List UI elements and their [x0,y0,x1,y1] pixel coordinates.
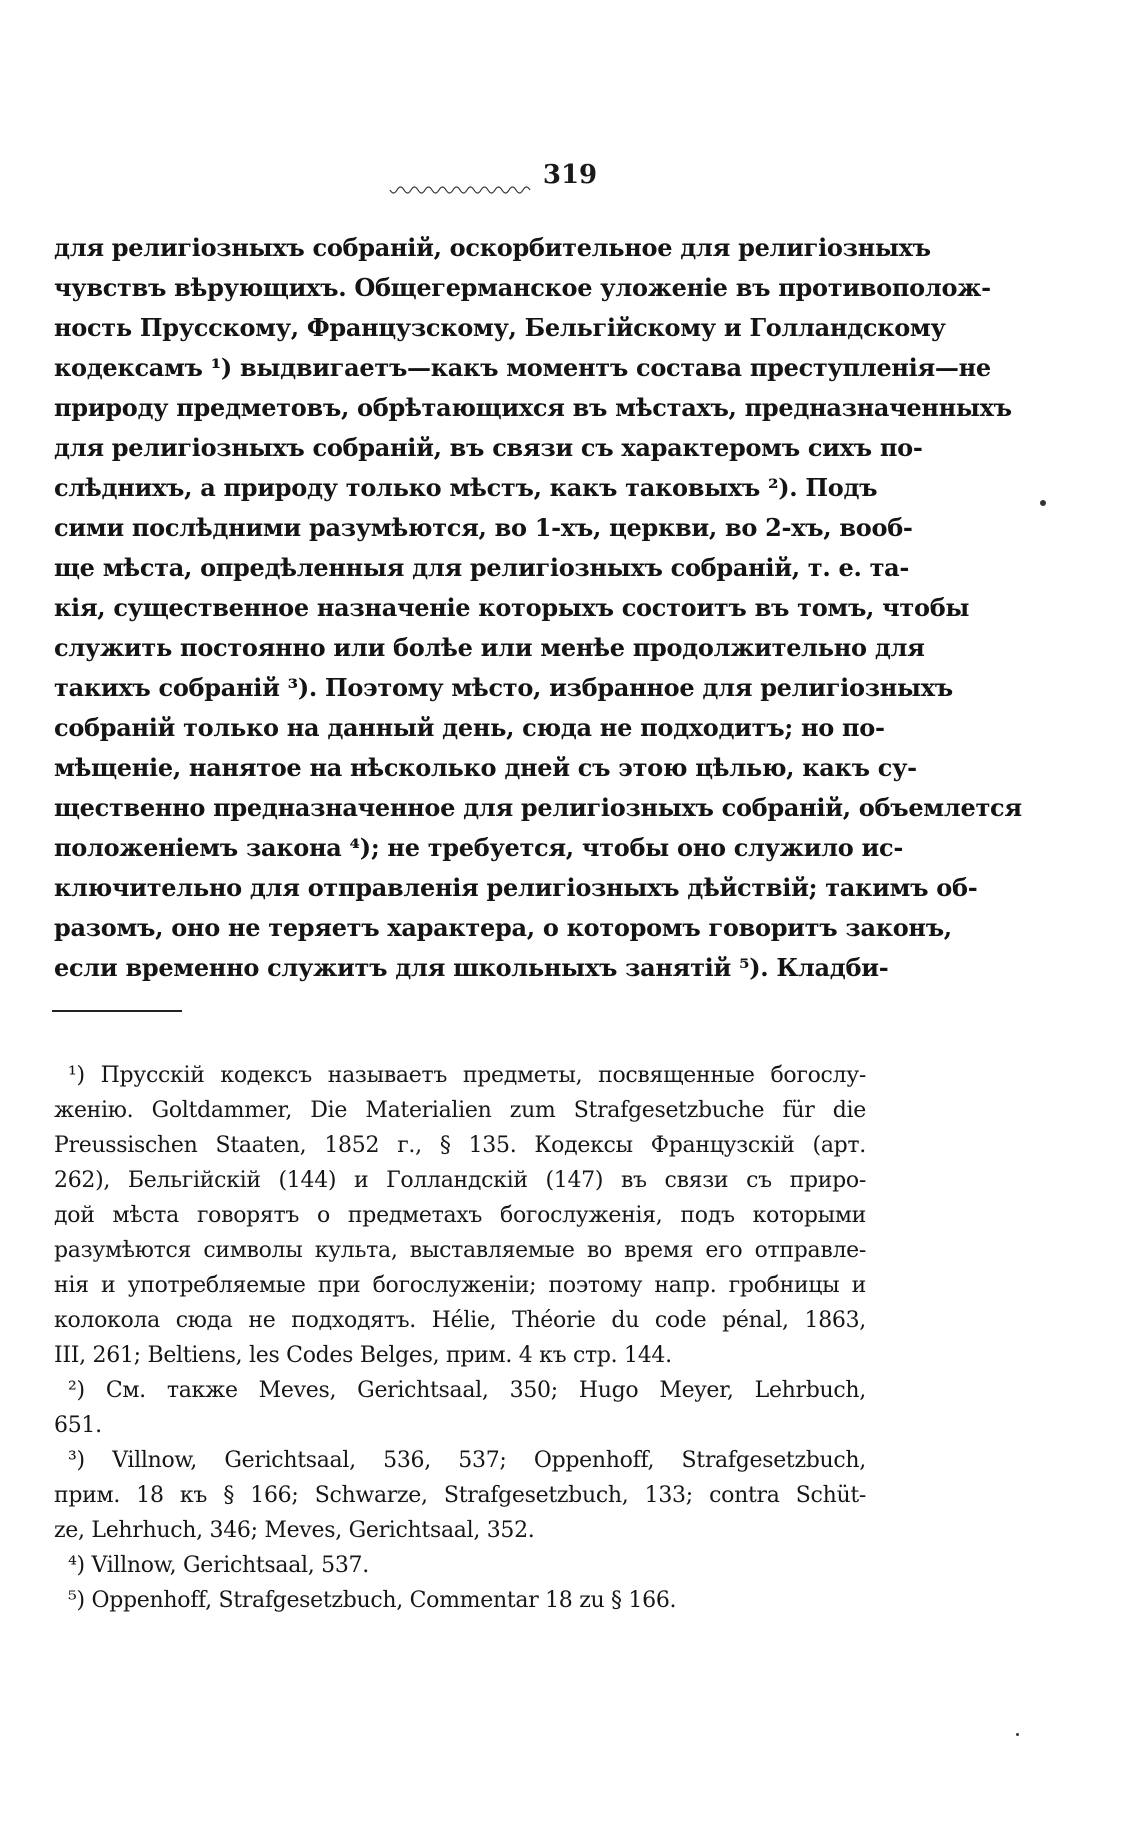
page-number: 319 [542,160,598,190]
main-text-line: чувствъ вѣрующихъ. Общегерманское уложеніе въ противополож- [54,273,991,302]
main-text-line: положеніемъ закона ⁴); не требуется, чтобы оно служило ис- [54,833,904,862]
footnote-line: женію. Goltdammer, Die Materialien zum Strafgesetzbuche für die [54,1098,866,1123]
footnote-line: разумѣются символы культа, выставляемые во время его отправле- [54,1238,866,1263]
footnote-line: прим. 18 къ § 166; Schwarze, Strafgesetzbuch, 133; contra Schüt- [54,1483,866,1508]
main-text-line: ключительно для отправленія религіозныхъ дѣйствій; такимъ об- [54,873,978,902]
main-text-line: такихъ собраній ³). Поэтому мѣсто, избранное для религіозныхъ [54,673,953,702]
footnote-separator [52,1010,182,1012]
main-text-line: слѣднихъ, а природу только мѣстъ, какъ таковыхъ ²). Подъ [54,473,878,502]
footnote-line: ²) См. также Meves, Gerichtsaal, 350; Hugo Meyer, Lehrbuch, [68,1378,866,1403]
footnote-line: ¹) Прусскій кодексъ называетъ предметы, посвященные богослу- [68,1063,866,1088]
main-text-line: ще мѣста, опредѣленныя для религіозныхъ собраній, т. е. та- [54,553,910,582]
main-text-line: ность Прусскому, Французскому, Бельгійскому и Голландскому [54,313,946,342]
main-text-line: если временно служитъ для школьныхъ занятій ⁵). Кладби- [54,953,889,982]
footnote-line: колокола сюда не подходятъ. Hélie, Théorie du code pénal, 1863, [54,1308,866,1333]
footnote-line: Preussischen Staaten, 1852 г., § 135. Кодексы Французскій (арт. [54,1133,866,1158]
footnote-line: ⁵) Oppenhoff, Strafgesetzbuch, Commentar 18 zu § 166. [68,1588,677,1613]
footnote-line: дой мѣста говорятъ о предметахъ богослуженія, подъ которыми [54,1203,866,1228]
footnote-line: III, 261; Beltiens, les Codes Belges, прим. 4 къ стр. 144. [54,1343,672,1368]
main-text-line: сими послѣдними разумѣются, во 1-хъ, церкви, во 2-хъ, вооб- [54,513,913,542]
footnote-line: 262), Бельгійскій (144) и Голландскій (147) въ связи съ приро- [54,1168,866,1193]
main-text-line: для религіозныхъ собраній, оскорбительное для религіозныхъ [54,233,931,262]
main-text-line: кія, существенное назначеніе которыхъ состоитъ въ томъ, чтобы [54,593,970,622]
main-text-line: щественно предназначенное для религіозныхъ собраній, объемлется [54,793,1022,822]
footnote-line: ³) Villnow, Gerichtsaal, 536, 537; Oppenhoff, Strafgesetzbuch, [68,1448,866,1473]
footnotes-block [54,1058,866,1618]
main-text-line: мѣщеніе, нанятое на нѣсколько дней съ этою цѣлью, какъ су- [54,753,917,782]
footnote-line: нія и употребляемые при богослуженіи; поэтому напр. гробницы и [54,1273,866,1298]
main-text-line: служить постоянно или болѣе или менѣе продолжительно для [54,633,925,662]
ink-speck [1016,1733,1019,1736]
main-text-line: природу предметовъ, обрѣтающихся въ мѣстахъ, предназначенныхъ [54,393,1012,422]
main-text-block [54,228,1022,988]
ink-speck [1040,500,1046,506]
main-text-line: разомъ, оно не теряетъ характера, о которомъ говоритъ законъ, [54,913,952,942]
page-number-wavy-rule [390,188,530,196]
main-text-line: для религіозныхъ собраній, въ связи съ характеромъ сихъ по- [54,433,923,462]
footnote-line: ⁴) Villnow, Gerichtsaal, 537. [68,1553,369,1578]
footnote-line: 651. [54,1413,102,1438]
main-text-line: кодексамъ ¹) выдвигаетъ—какъ моментъ состава преступленія—не [54,353,991,382]
footnote-line: ze, Lehrhuch, 346; Meves, Gerichtsaal, 352. [54,1518,535,1543]
main-text-line: собраній только на данный день, сюда не подходитъ; но по- [54,713,885,742]
